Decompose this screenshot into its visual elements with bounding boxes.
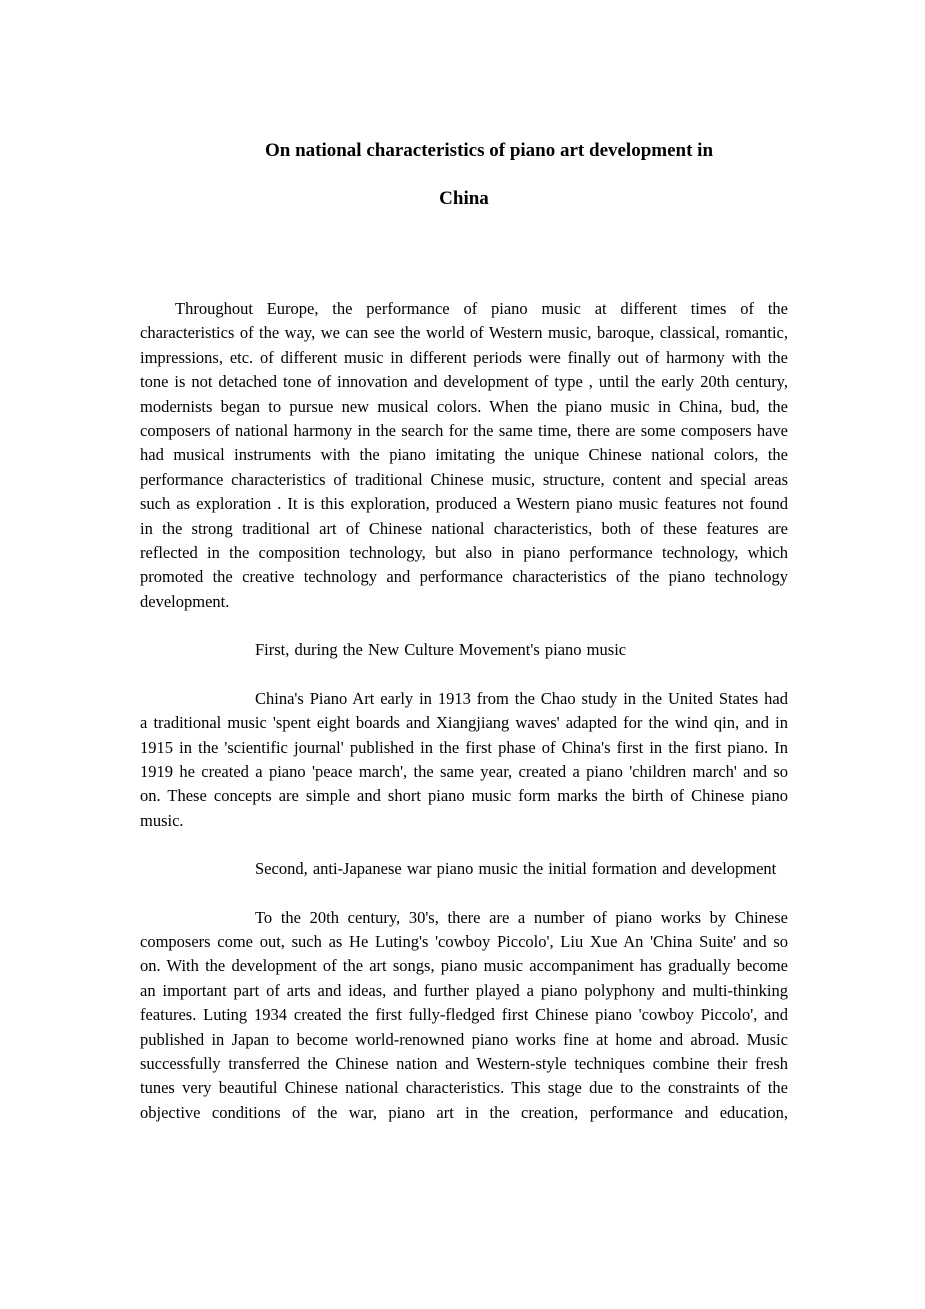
title-line-2: China	[439, 188, 489, 209]
document-title	[140, 127, 788, 223]
paragraph-new-culture-movement: China's Piano Art early in 1913 from the Chao study in the United States had a traditional music 'spent eight boards and Xiangjiang waves' adapted for the wind qin, and in 1915 in the 'scientific journal' published in the first phase of China's first in the first piano. In 1919 he created a piano 'peace march', the same year, created a piano 'children march' and so on. These concepts are simple and short piano music form marks the birth of Chinese piano music.	[140, 688, 788, 830]
section-heading-second: Second, anti-Japanese war piano music the initial formation and development	[255, 859, 777, 879]
paragraph-introduction: Throughout Europe, the performance of piano music at different times of the characteristics of the way, we can see the world of Western music, baroque, classical, romantic, impressions, etc. of different music in different periods were finally out of harmony with the tone is not detached tone of innovation and development of type , until the early 20th century, modernists began to pursue new musical colors. When the piano music in China, bud, the composers of national harmony in the search for the same time, there are some composers have had musical instruments with the piano imitating the unique Chinese national colors, the performance characteristics of traditional Chinese music, structure, content and special areas such as exploration . It is this exploration, produced a Western piano music features not found in the strong traditional art of Chinese national characteristics, both of these features are reflected in the composition technology, but also in piano performance technology, which promoted the creative technology and performance characteristics of the piano technology development.	[140, 299, 788, 611]
paragraph-anti-japanese-war: To the 20th century, 30's, there are a number of piano works by Chinese composers come out, such as He Luting's 'cowboy Piccolo', Liu Xue An 'China Suite' and so on. With the development of the art songs, piano music accompaniment has gradually become an important part of arts and ideas, and further played a piano polyphony and multi-thinking features. Luting 1934 created the first fully-fledged first Chinese piano 'cowboy Piccolo', and published in Japan to become world-renowned piano works fine at home and abroad. Music successfully transferred the Chinese nation and Western-style techniques combine their fresh tunes very beautiful Chinese national characteristics. This stage due to the constraints of the objective conditions of the war, piano art in the creation, performance and education,	[140, 907, 788, 1122]
section-heading-first: First, during the New Culture Movement's piano music	[255, 640, 627, 660]
title-line-1: On national characteristics of piano art development in	[264, 140, 714, 161]
